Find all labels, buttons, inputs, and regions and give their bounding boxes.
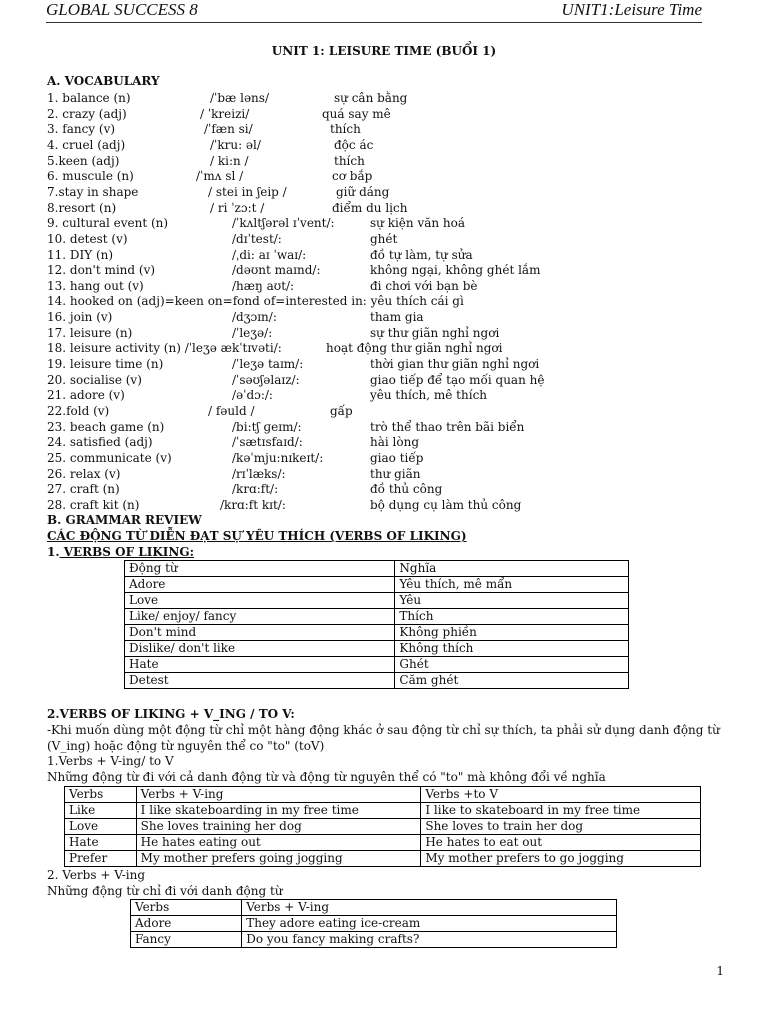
vocab-meaning: quá say mê (322, 106, 391, 121)
table-row (125, 625, 629, 641)
vocab-word: 7.stay in shape (47, 184, 139, 199)
explanation-line-1: -Khi muốn dùng một động từ chỉ một hàng động khác ở sau động từ chỉ sự thích, ta phải sử dụng danh động từ (47, 723, 720, 737)
vocab-meaning: giao tiếp để tạo mối quan hệ (370, 372, 545, 387)
table-cell: Prefer (65, 851, 137, 867)
table-cell: Verbs +to V (421, 787, 701, 803)
vocab-pronunciation: / ˈkreizi/ (200, 106, 250, 121)
subsection-verbs-ving: 2. Verbs + V-ing (47, 868, 146, 882)
table-cell: Love (125, 593, 395, 609)
table-cell: Do you fancy making crafts? (242, 932, 617, 948)
table-row (125, 657, 629, 673)
vocab-pronunciation: / ri ˈzɔ:t / (210, 200, 265, 215)
vocab-meaning: yêu thích, mê thích (370, 388, 488, 403)
vocab-meaning: thích (330, 122, 361, 137)
vocab-pronunciation: /ˈfæn si/ (204, 122, 253, 137)
vocab-meaning: thời gian thư giãn nghỉ ngơi (370, 357, 540, 372)
vocab-pronunciation: / fəuld / (208, 404, 255, 418)
table-cell: Yêu (395, 593, 629, 609)
table-row (65, 819, 701, 835)
table-cell: Hate (125, 657, 395, 673)
subsection-1-heading (47, 545, 194, 559)
table-cell: Yêu thích, mê mẩn (395, 577, 629, 593)
table-cell: Nghĩa (395, 561, 629, 577)
table-cell: Love (65, 819, 137, 835)
vocab-pronunciation: /ˈkʌltʃərəl ɪˈvent/: (232, 216, 335, 231)
table-cell: Fancy (131, 932, 242, 948)
vocab-pronunciation: /dʒɔɪn/: (232, 310, 277, 325)
vocab-meaning: sự cân bằng (334, 91, 408, 105)
table-cell: Verbs (131, 900, 242, 916)
vocab-pronunciation: /ˈleʒə taɪm/: (232, 357, 304, 372)
table-row (65, 851, 701, 867)
vocab-word: 25. communicate (v) (47, 450, 172, 465)
table-row (125, 577, 629, 593)
table-cell: Verbs + V-ing (242, 900, 617, 916)
vocab-word: 27. craft (n) (47, 482, 120, 497)
vocab-meaning: không ngại, không ghét lắm (370, 263, 541, 278)
ving-only-examples-table (130, 899, 617, 948)
vocab-pronunciation: /ˈbæ ləns/ (210, 91, 269, 105)
table-row (125, 593, 629, 609)
vocab-pronunciation: /əˈdɔ:/: (232, 388, 273, 403)
vocab-word: 4. cruel (adj) (47, 137, 126, 152)
table-row (65, 803, 701, 819)
table-cell: Không phiền (395, 625, 629, 641)
vocab-pronunciation: /dɪˈtest/: (232, 231, 282, 246)
vocab-word: 12. don't mind (v) (47, 263, 156, 278)
table-row (125, 673, 629, 689)
subsection-verbs-ving-desc: Những động từ chỉ đi với danh động từ (47, 884, 283, 898)
table-cell: Adore (125, 577, 395, 593)
vocab-meaning: gấp (330, 404, 353, 418)
table-row (65, 787, 701, 803)
vocab-pronunciation: /ˈmʌ sl / (196, 169, 244, 184)
table-cell: Hate (65, 835, 137, 851)
table-row (125, 561, 629, 577)
vocab-word: 16. join (v) (47, 310, 113, 325)
vocab-pronunciation: /ˈleʒə/: (232, 325, 273, 340)
vocab-pronunciation: /ˈsəʊʃəlaɪz/: (232, 372, 300, 387)
table-cell: Adore (131, 916, 242, 932)
verbs-of-liking-heading: CÁC ĐỘNG TỪ DIỄN ĐẠT SỰ YÊU THÍCH (VERBS OF LIKING) (47, 529, 467, 543)
vocab-pronunciation: /bi:tʃ ɡeɪm/: (232, 419, 302, 434)
table-row (131, 932, 617, 948)
page-number: 1 (716, 964, 724, 978)
vocab-meaning: bộ dụng cụ làm thủ công (370, 497, 522, 512)
vocab-pronunciation: / ki:n / (210, 153, 249, 168)
vocab-word: 24. satisfied (adj) (47, 435, 153, 450)
vocab-meaning: ghét (370, 231, 398, 246)
vocab-word: 2. crazy (adj) (47, 106, 127, 121)
vocab-word: 19. leisure time (n) (47, 357, 164, 372)
vocab-pronunciation: /rɪˈlæks/: (232, 466, 286, 481)
table-cell: Không thích (395, 641, 629, 657)
table-cell: Ghét (395, 657, 629, 673)
header-unit-title: UNIT1:Leisure Time (561, 0, 702, 19)
vocab-meaning: đi chơi với bạn bè (370, 278, 478, 293)
page-header (46, 0, 702, 23)
vocab-pronunciation: /krɑ:ft kɪt/: (220, 497, 286, 512)
table-cell: Động từ (125, 561, 395, 577)
explanation-line-2: (V_ing) hoặc động từ nguyên thể co "to" (toV) (47, 739, 325, 753)
vocab-meaning: sự kiện văn hoá (370, 216, 466, 231)
ving-tov-examples-table (64, 786, 701, 867)
subsection-verbs-ving-tov-desc: Những động từ đi với cả danh động từ và động từ nguyên thể có "to" mà không đổi về nghĩa (47, 770, 606, 784)
vocab-meaning: cơ bắp (332, 169, 373, 184)
vocab-word: 18. leisure activity (n) /ˈleʒə ækˈtɪvəti/: (47, 341, 282, 356)
vocab-word: 28. craft kit (n) (47, 497, 140, 512)
vocab-word: 22.fold (v) (47, 404, 110, 418)
table-cell: Dislike/ don't like (125, 641, 395, 657)
table-cell: My mother prefers going jogging (136, 851, 421, 867)
vocab-word: 9. cultural event (n) (47, 216, 169, 231)
table-cell: Verbs (65, 787, 137, 803)
vocab-meaning: trò thể thao trên bãi biển (370, 419, 525, 434)
vocab-word: 21. adore (v) (47, 388, 125, 403)
vocab-word: 23. beach game (n) (47, 419, 165, 434)
table-cell: Like/ enjoy/ fancy (125, 609, 395, 625)
table-cell: She loves training her dog (136, 819, 421, 835)
vocab-meaning: điểm du lịch (332, 200, 408, 215)
vocab-word: 14. hooked on (adj)=keen on=fond of=interested in: yêu thích cái gì (47, 294, 464, 309)
vocab-meaning: độc ác (334, 137, 374, 152)
vocab-pronunciation: /krɑ:ft/: (232, 482, 279, 497)
vocab-word: 6. muscule (n) (47, 169, 134, 184)
table-cell: Detest (125, 673, 395, 689)
vocab-pronunciation: /kəˈmju:nɪkeɪt/: (232, 450, 324, 465)
vocab-pronunciation: /ˌdi: aɪ ˈwaɪ/: (232, 247, 307, 262)
vocab-pronunciation: / stei in ʃeip / (208, 184, 287, 199)
vocab-meaning: thích (334, 153, 365, 168)
vocab-meaning: đồ tự làm, tự sửa (370, 247, 473, 262)
vocab-word: 10. detest (v) (47, 231, 128, 246)
table-cell: Like (65, 803, 137, 819)
table-row (65, 835, 701, 851)
vocab-meaning: hoạt động thư giãn nghỉ ngơi (326, 341, 503, 356)
verbs-meaning-table (124, 560, 629, 689)
table-row (131, 900, 617, 916)
table-cell: They adore eating ice-cream (242, 916, 617, 932)
table-row (131, 916, 617, 932)
vocab-meaning: tham gia (370, 310, 424, 325)
table-cell: I like to skateboard in my free time (421, 803, 701, 819)
vocab-word: 13. hang out (v) (47, 278, 144, 293)
vocab-meaning: giữ dáng (336, 184, 390, 199)
table-cell: Verbs + V-ing (136, 787, 421, 803)
table-cell: Don't mind (125, 625, 395, 641)
vocab-pronunciation: /hæŋ aʊt/: (232, 278, 295, 293)
vocab-pronunciation: /dəʊnt maɪnd/: (232, 263, 321, 278)
table-cell: Căm ghét (395, 673, 629, 689)
verbs-ving-tov-heading: 2.VERBS OF LIKING + V_ING / TO V: (47, 707, 295, 721)
vocab-word: 5.keen (adj) (47, 153, 120, 168)
subsection-1-number: 1. (47, 545, 60, 559)
table-cell: Thích (395, 609, 629, 625)
subsection-1-label: VERBS OF LIKING: (59, 545, 195, 559)
vocab-word: 8.resort (n) (47, 200, 117, 215)
table-cell: She loves to train her dog (421, 819, 701, 835)
section-a-heading: A. VOCABULARY (47, 74, 160, 88)
vocab-pronunciation: /ˈsætɪsfaɪd/: (232, 435, 303, 450)
table-cell: He hates to eat out (421, 835, 701, 851)
table-cell: My mother prefers to go jogging (421, 851, 701, 867)
vocab-meaning: thư giãn (370, 466, 421, 481)
table-row (125, 641, 629, 657)
vocab-word: 17. leisure (n) (47, 325, 133, 340)
vocab-word: 20. socialise (v) (47, 372, 142, 387)
vocab-word: 3. fancy (v) (47, 122, 116, 137)
vocab-word: 26. relax (v) (47, 466, 121, 481)
vocab-meaning: hài lòng (370, 435, 420, 450)
table-row (125, 609, 629, 625)
document-title: UNIT 1: LEISURE TIME (BUỔI 1) (271, 44, 497, 58)
vocab-meaning: giao tiếp (370, 450, 424, 465)
vocab-word: 11. DIY (n) (47, 247, 114, 262)
table-cell: I like skateboarding in my free time (136, 803, 421, 819)
subsection-verbs-ving-tov: 1.Verbs + V-ing/ to V (47, 754, 174, 768)
vocab-meaning: sự thư giãn nghỉ ngơi (370, 325, 500, 340)
vocab-word: 1. balance (n) (47, 91, 131, 105)
vocab-pronunciation: /ˈkru: əl/ (210, 137, 261, 152)
section-b-heading: B. GRAMMAR REVIEW (47, 513, 202, 527)
header-book-title: GLOBAL SUCCESS 8 (46, 0, 198, 19)
table-cell: He hates eating out (136, 835, 421, 851)
vocab-meaning: đồ thủ công (370, 482, 443, 497)
